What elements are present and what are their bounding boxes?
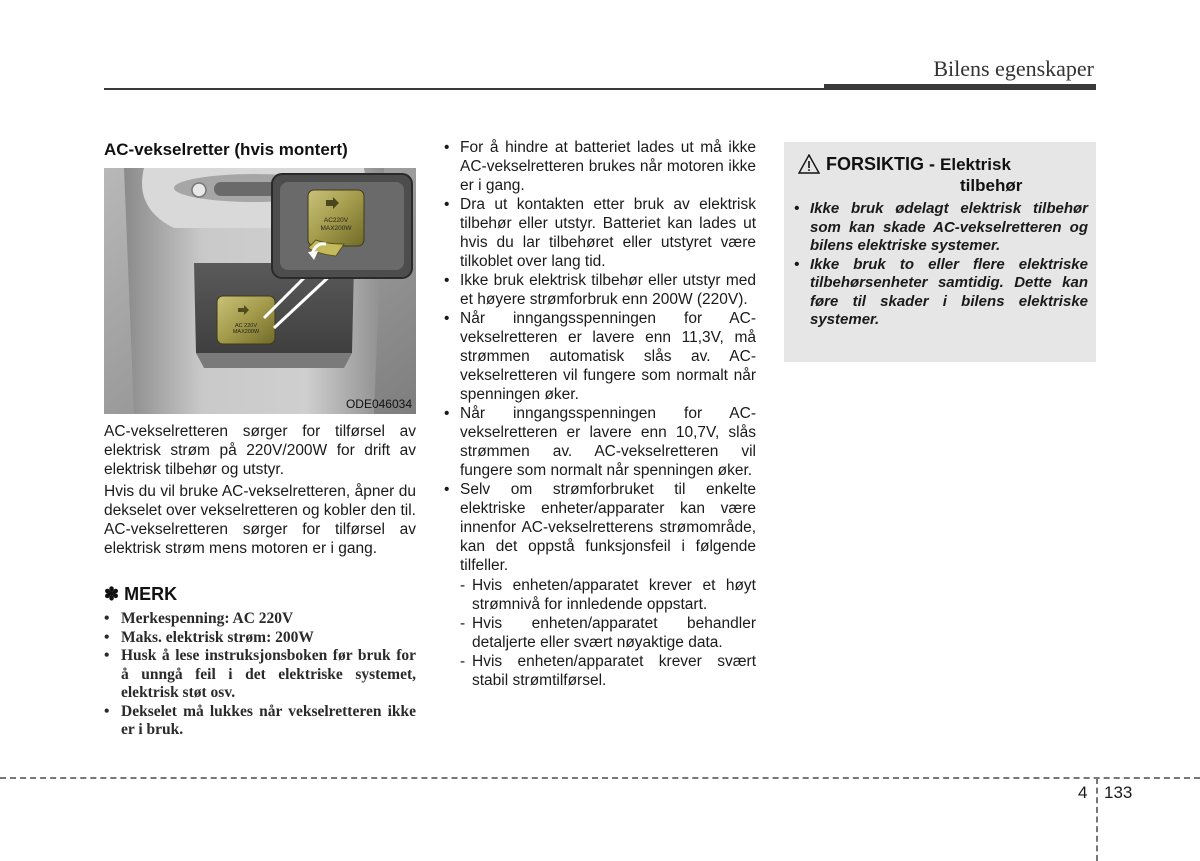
list-item: • Når inngangsspenningen for AC-vekselretteren er lavere enn 10,7V, slås strømmen av. AC-vekselretteren vil fungere som normalt når spenningen øker. — [444, 404, 756, 480]
list-item: • Ikke bruk elektrisk tilbehør eller utstyr med et høyere strømforbruk enn 200W (220V). — [444, 271, 756, 309]
note-heading-label: MERK — [124, 584, 178, 604]
svg-text:AC 220V: AC 220V — [234, 323, 258, 329]
header-rule-accent — [824, 84, 1096, 90]
inverter-illustration — [104, 168, 416, 414]
figure-caption: ODE046034 — [345, 397, 412, 411]
running-header: Bilens egenskaper — [933, 56, 1094, 81]
footer-divider — [0, 777, 1200, 779]
caution-list — [794, 200, 1088, 330]
page-number: 133 — [1104, 783, 1133, 802]
sub-list — [460, 576, 756, 690]
intro-paragraph: AC-vekselretteren sørger for tilførsel av elektrisk strøm på 220V/200W for drift av elektrisk tilbehør og utstyr. — [104, 423, 416, 478]
list-item-with-subitems — [444, 480, 756, 690]
caution-item: • Ikke bruk to eller flere elektriske tilbehørsenheter samtidig. Dette kan føre til skader i bilens elektriske systemer. — [794, 256, 1088, 330]
caution-box — [784, 142, 1096, 362]
footer-vertical-divider — [1096, 778, 1098, 861]
inverter-figure — [104, 168, 416, 414]
caution-item: • Ikke bruk ødelagt elektrisk tilbehør som kan skade AC-vekselretteren og bilens elektriske systemer. — [794, 200, 1088, 256]
list-item-text: Selv om strømforbruket til enkelte elektriske enheter/apparater kan være innenfor AC-vekselretterens strømområde, kan det oppstå funksjonsfeil i følgende tilfeller. — [460, 481, 756, 574]
note-list — [104, 610, 416, 740]
sub-list-item: - Hvis enheten/apparatet behandler detaljerte eller svært nøyaktige data. — [460, 614, 756, 652]
note-heading — [104, 584, 177, 605]
sub-list-item: - Hvis enheten/apparatet krever svært stabil strømtilførsel. — [460, 652, 756, 690]
note-symbol-icon: ✽ — [104, 584, 120, 604]
usage-bullet-list — [444, 138, 756, 690]
note-item: • Husk å lese instruksjonsboken før bruk for å unngå feil i det elektriske systemet, elektrisk støt osv. — [104, 647, 416, 703]
caution-title-sub2: tilbehør — [960, 176, 1023, 195]
header-rule — [104, 88, 824, 90]
list-item: • Når inngangsspenningen for AC-vekselretteren er lavere enn 11,3V, må strømmen automatisk slås av. AC-vekselretteren vil fungere som normalt når spenningen øker. — [444, 309, 756, 404]
list-item: • For å hindre at batteriet lades ut må ikke AC-vekselretteren brukes når motoren ikke er i gang. — [444, 138, 756, 195]
caution-title-sub: Elektrisk — [940, 155, 1011, 174]
svg-text:AC220V: AC220V — [323, 217, 349, 224]
sub-list-item: - Hvis enheten/apparatet krever et høyt strømnivå for innledende oppstart. — [460, 576, 756, 614]
warning-triangle-icon — [798, 154, 820, 174]
section-heading: AC-vekselretter (hvis montert) — [104, 140, 348, 159]
usage-paragraph: Hvis du vil bruke AC-vekselretteren, åpner du dekselet over vekselretteren og kobler den til. AC-vekselretteren sørger for tilførsel av elektrisk strøm mens motoren er i gang. — [104, 483, 416, 557]
note-item: • Merkespenning: AC 220V — [104, 610, 416, 629]
list-item: • Dra ut kontakten etter bruk av elektrisk tilbehør eller utstyr. Batteriet kan lades ut hvis du lar tilbehøret eller utstyret være tilkoblet over lang tid. — [444, 195, 756, 271]
svg-text:MAX200W: MAX200W — [320, 225, 352, 232]
svg-text:MAX200W: MAX200W — [232, 329, 260, 335]
chapter-number: 4 — [1078, 783, 1088, 802]
note-item: • Maks. elektrisk strøm: 200W — [104, 629, 416, 648]
caution-title — [826, 154, 1011, 175]
caution-title-main: FORSIKTIG - — [826, 154, 935, 174]
note-item: • Dekselet må lukkes når vekselretteren ikke er i bruk. — [104, 703, 416, 740]
